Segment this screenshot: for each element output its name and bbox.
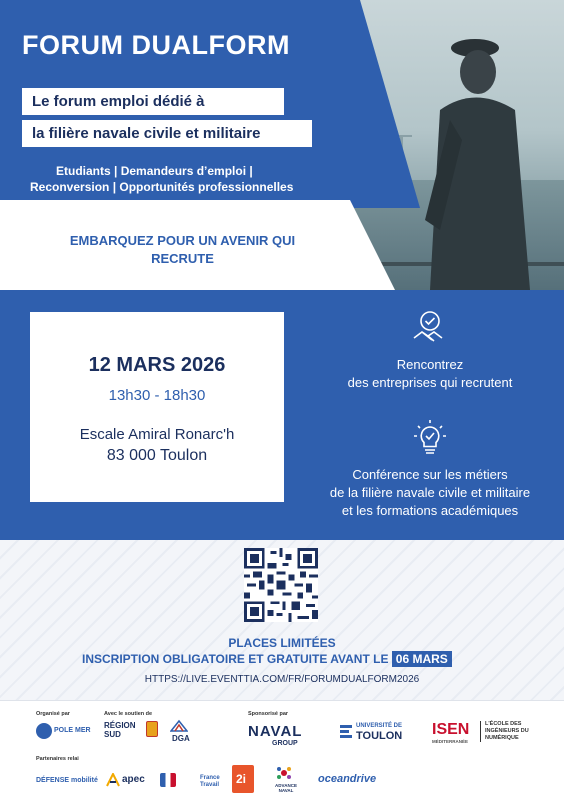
- logo-univ-toulon-1: UNIVERSITÉ DE: [356, 723, 403, 729]
- logo-defense-mobilite: DÉFENSE mobilité: [36, 777, 98, 784]
- event-date: 12 MARS 2026: [88, 354, 226, 376]
- organized-label: Organisé par: [36, 711, 70, 717]
- lightbulb-icon: [410, 418, 450, 458]
- support-label: Avec le soutien de: [104, 711, 153, 717]
- partners-footer: [0, 700, 564, 800]
- logo-isen-sub: MÉDITERRANÉE: [432, 739, 469, 744]
- logo-naval-group: NAVAL: [248, 723, 303, 740]
- page-title: FORUM DUALFORM: [22, 30, 290, 60]
- slogan-line-1: EMBARQUEZ POUR UN AVENIR QUI: [69, 233, 296, 248]
- registration-section: [0, 540, 564, 700]
- date-card: [30, 312, 284, 502]
- tagline-line-1: Le forum emploi dédié à: [22, 88, 284, 115]
- hero-section: [0, 0, 564, 290]
- logo-naval-group-sub: GROUP: [272, 740, 298, 747]
- feature-1-line-1: Rencontrez: [396, 357, 464, 372]
- logo-oceandrive: oceandrive: [318, 773, 377, 785]
- dga-icon: [170, 719, 188, 733]
- logo-isen: ISEN: [432, 721, 470, 738]
- registration-link[interactable]: HTTPS://LIVE.EVENTTIA.COM/FR/FORUMDUALFORM2026: [144, 674, 420, 685]
- sponsor-label: Sponsorisé par: [248, 711, 289, 717]
- slogan-line-2: RECRUTE: [151, 251, 214, 266]
- places-limited: PLACES LIMITÉES: [228, 636, 336, 650]
- handshake-icon: [410, 308, 450, 348]
- logo-univ-toulon-2: TOULON: [356, 730, 403, 742]
- qr-code[interactable]: [244, 548, 318, 622]
- univ-toulon-icon: [340, 725, 352, 739]
- logo-advance-naval: ADVANCE NAVAL: [275, 783, 297, 793]
- region-sud-crest-icon: [146, 721, 158, 737]
- audience-line-2: Reconversion | Opportunités professionnelles: [30, 180, 294, 194]
- tagline-line-2: la filière navale civile et militaire: [22, 120, 312, 147]
- event-venue: Escale Amiral Ronarc'h: [79, 426, 235, 443]
- pole-mer-icon: [36, 723, 52, 739]
- audience-line-1: Etudiants | Demandeurs d’emploi |: [56, 164, 253, 178]
- relay-label: Partenaires relai: [36, 756, 79, 762]
- slogan: [40, 232, 325, 268]
- republique-flag-icon: [160, 773, 176, 787]
- logo-region-sud: RÉGION SUD: [104, 721, 136, 739]
- deadline-badge: 06 MARS: [392, 651, 452, 667]
- feature-conference: [300, 418, 560, 520]
- logo-france-travail: France Travail: [200, 775, 220, 788]
- logo-apec: apec: [122, 774, 145, 785]
- event-hours: 13h30 - 18h30: [108, 387, 206, 404]
- inscription-text: INSCRIPTION OBLIGATOIRE ET GRATUITE AVANT LE: [82, 652, 389, 666]
- event-city: 83 000 Toulon: [106, 447, 208, 464]
- inscription-notice: [82, 652, 452, 666]
- feature-2-line-3: et les formations académiques: [341, 503, 519, 518]
- logo-dga: DGA: [172, 734, 190, 743]
- apec-icon: [106, 773, 120, 787]
- event-info-section: [0, 290, 564, 540]
- logo-isen-desc: L'ÉCOLE DES INGÉNIEURS DU NUMÉRIQUE: [480, 721, 542, 742]
- feature-recruiters: [300, 308, 560, 392]
- advance-naval-icon: [276, 765, 292, 781]
- logo-pole-mer: POLE MER: [54, 727, 91, 734]
- feature-2-line-2: de la filière navale civile et militaire: [329, 485, 531, 500]
- feature-2-line-1: Conférence sur les métiers: [352, 467, 508, 482]
- feature-1-line-2: des entreprises qui recrutent: [347, 375, 513, 390]
- logo-2i: 2i: [236, 772, 247, 786]
